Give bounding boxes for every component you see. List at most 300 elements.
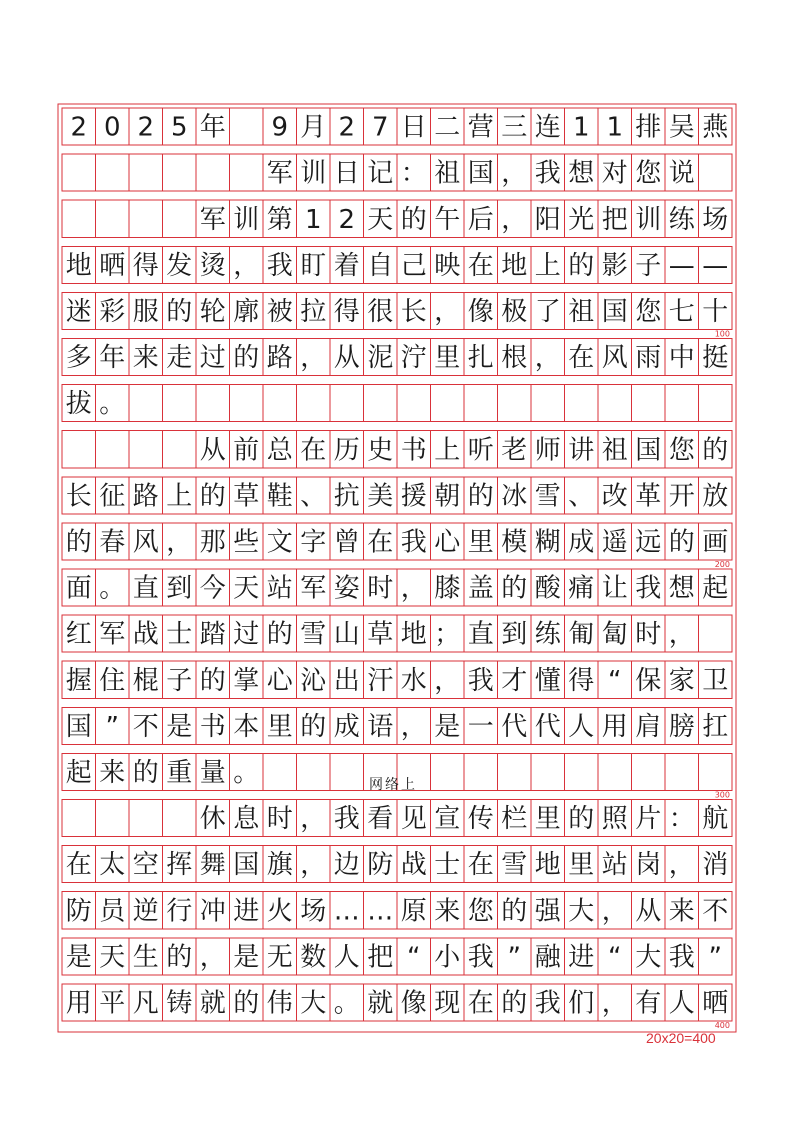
grid-character: 天 <box>367 204 394 235</box>
grid-character: 阳 <box>534 204 561 235</box>
grid-character: 训 <box>635 204 662 235</box>
grid-character: 卫 <box>702 665 729 696</box>
grid-character: 水 <box>400 665 427 696</box>
grid-character: 用 <box>601 711 628 742</box>
grid-character: 祖 <box>434 158 461 189</box>
character-count-mark: 100 <box>714 329 730 339</box>
grid-character: 文 <box>266 527 293 558</box>
grid-character: 像 <box>467 296 494 327</box>
grid-character: 挺 <box>702 343 729 374</box>
grid-character: 成 <box>333 711 360 742</box>
grid-character: 的 <box>467 481 494 512</box>
grid-character: ， <box>199 942 226 973</box>
grid-character: 祖 <box>568 296 595 327</box>
grid-character: 己 <box>400 250 427 281</box>
grid-character: 朝 <box>434 481 461 512</box>
grid-character: 廓 <box>233 296 260 327</box>
grid-character: 起 <box>65 757 92 788</box>
grid-character: 二 <box>434 112 461 143</box>
grid-character: 军 <box>99 619 126 650</box>
grid-character: 国 <box>601 296 628 327</box>
grid-character: 想 <box>568 158 595 189</box>
grid-character: 的 <box>668 527 695 558</box>
grid-character: 把 <box>367 942 394 973</box>
grid-character: 军 <box>300 573 327 604</box>
grid-character: 来 <box>99 757 126 788</box>
grid-character: 汗 <box>367 665 394 696</box>
grid-character: 时 <box>266 804 293 835</box>
grid-character: 7 <box>371 112 389 143</box>
grid-character: 直 <box>132 573 159 604</box>
grid-character: 。 <box>233 757 260 788</box>
grid-character: 岗 <box>635 850 662 881</box>
grid-character: 山 <box>333 619 360 650</box>
grid-character: 士 <box>434 850 461 881</box>
grid-character: 年 <box>99 343 126 374</box>
grid-character: 懂 <box>534 665 561 696</box>
grid-character: 月 <box>300 112 327 143</box>
grid-character: 栏 <box>501 804 528 835</box>
grid-character: ： <box>668 804 695 835</box>
grid-character: ” <box>507 942 521 973</box>
grid-character: 红 <box>65 619 92 650</box>
grid-character: 国 <box>65 711 92 742</box>
grid-character: 说 <box>668 158 695 189</box>
grid-character: 午 <box>434 204 461 235</box>
grid-character: 航 <box>702 804 729 835</box>
grid-character: 远 <box>635 527 662 558</box>
grid-character: 长 <box>65 481 92 512</box>
grid-character: 代 <box>534 711 561 742</box>
grid-character: 些 <box>233 527 260 558</box>
grid-character: 得 <box>333 296 360 327</box>
grid-character: 路 <box>266 343 293 374</box>
grid-character: 的 <box>166 942 193 973</box>
grid-character: 后 <box>467 204 494 235</box>
grid-character: 模 <box>501 527 528 558</box>
grid-character: 传 <box>467 804 494 835</box>
grid-character: 行 <box>166 896 193 927</box>
grid-character: 。 <box>99 389 126 420</box>
grid-character: 把 <box>601 204 628 235</box>
grid-character: 才 <box>501 665 528 696</box>
grid-character: 被 <box>266 296 293 327</box>
grid-character: 上 <box>534 250 561 281</box>
grid-character: 来 <box>132 343 159 374</box>
grid-character: 宣 <box>434 804 461 835</box>
grid-character: 匐 <box>601 619 628 650</box>
grid-character: ， <box>501 158 528 189</box>
grid-character: 鞋 <box>266 481 293 512</box>
grid-character: 片 <box>635 804 662 835</box>
grid-character: 战 <box>132 619 159 650</box>
grid-character: 泞 <box>400 343 427 374</box>
grid-character: 太 <box>99 850 126 881</box>
grid-character: 酸 <box>534 573 561 604</box>
grid-character: 是 <box>434 711 461 742</box>
grid-character: 想 <box>668 573 695 604</box>
grid-character: 革 <box>635 481 662 512</box>
grid-character: 字 <box>300 527 327 558</box>
grid-character: ， <box>434 665 461 696</box>
grid-character: ， <box>601 988 628 1019</box>
grid-character: 在 <box>367 527 394 558</box>
grid-character: 的 <box>233 988 260 1019</box>
grid-character: 防 <box>367 850 394 881</box>
grid-character: 代 <box>501 711 528 742</box>
grid-character: 路 <box>132 481 159 512</box>
grid-character: 过 <box>233 619 260 650</box>
grid-character: … <box>333 896 360 927</box>
grid-character: 无 <box>266 942 293 973</box>
grid-character: ； <box>434 619 461 650</box>
grid-character: 春 <box>99 527 126 558</box>
grid-character: 就 <box>199 988 226 1019</box>
grid-character: 训 <box>233 204 260 235</box>
grid-character: 语 <box>367 711 394 742</box>
grid-character: 在 <box>65 850 92 881</box>
grid-character: 地 <box>400 619 427 650</box>
grid-character: 人 <box>568 711 595 742</box>
grid-character: 看 <box>367 804 394 835</box>
grid-character: 2 <box>338 112 356 143</box>
grid-character: 是 <box>65 942 92 973</box>
grid-character: 2 <box>137 112 155 143</box>
grid-character: 子 <box>635 250 662 281</box>
grid-character: 地 <box>501 250 528 281</box>
grid-character: 休 <box>199 804 226 835</box>
grid-character: 根 <box>501 343 528 374</box>
grid-character: 不 <box>132 711 159 742</box>
grid-character: 中 <box>668 343 695 374</box>
grid-character: 征 <box>99 481 126 512</box>
grid-character: 国 <box>233 850 260 881</box>
grid-character: 边 <box>333 850 360 881</box>
grid-character: 5 <box>170 112 188 143</box>
grid-size-label: 20x20=400 <box>646 1030 716 1046</box>
grid-character: 映 <box>434 250 461 281</box>
grid-character: 对 <box>601 158 628 189</box>
grid-character: 扛 <box>702 711 729 742</box>
grid-character: ， <box>668 619 695 650</box>
grid-character: 天 <box>99 942 126 973</box>
grid-character: 我 <box>400 527 427 558</box>
grid-character: — <box>702 250 729 281</box>
grid-character: 画 <box>702 527 729 558</box>
grid-character: ” <box>708 942 722 973</box>
grid-character: 的 <box>300 711 327 742</box>
grid-character: 到 <box>501 619 528 650</box>
grid-character: 1 <box>606 112 624 143</box>
grid-character: 铸 <box>166 988 193 1019</box>
grid-character: ” <box>105 711 119 742</box>
grid-character: 挥 <box>166 850 193 881</box>
grid-character: 泥 <box>367 343 394 374</box>
grid-character: 的 <box>65 527 92 558</box>
grid-character: 排 <box>635 112 662 143</box>
grid-character: 开 <box>668 481 695 512</box>
grid-character: 年 <box>199 112 226 143</box>
grid-character: ， <box>400 711 427 742</box>
grid-character: 盖 <box>467 573 494 604</box>
grid-character: ， <box>601 896 628 927</box>
grid-character: 沁 <box>300 665 327 696</box>
grid-character: 风 <box>132 527 159 558</box>
grid-character: 上 <box>166 481 193 512</box>
grid-character: 心 <box>434 527 461 558</box>
grid-character: 里 <box>534 804 561 835</box>
grid-character: 风 <box>601 343 628 374</box>
grid-character: 彩 <box>99 296 126 327</box>
grid-character: 迷 <box>65 296 92 327</box>
grid-character: 息 <box>233 804 260 835</box>
grid-character: 很 <box>367 296 394 327</box>
grid-character: 大 <box>300 988 327 1019</box>
grid-character: 掌 <box>233 665 260 696</box>
grid-character: 时 <box>367 573 394 604</box>
grid-character: 得 <box>132 250 159 281</box>
grid-character: 数 <box>300 942 327 973</box>
grid-character: 的 <box>266 619 293 650</box>
grid-character: ， <box>534 343 561 374</box>
grid-character: 量 <box>199 757 226 788</box>
grid-character: 扎 <box>467 343 494 374</box>
grid-character: 旗 <box>266 850 293 881</box>
grid-character: 像 <box>400 988 427 1019</box>
grid-character: 本 <box>233 711 260 742</box>
grid-character: 的 <box>501 896 528 927</box>
grid-character: 过 <box>199 343 226 374</box>
grid-character: 天 <box>233 573 260 604</box>
grid-character: “ <box>407 942 421 973</box>
grid-character: 直 <box>467 619 494 650</box>
grid-character: 人 <box>668 988 695 1019</box>
grid-character: 光 <box>568 204 595 235</box>
grid-character: 遥 <box>601 527 628 558</box>
grid-character: 里 <box>266 711 293 742</box>
grid-character: 雪 <box>501 850 528 881</box>
grid-character: 1 <box>572 112 590 143</box>
grid-character: 前 <box>233 435 260 466</box>
grid-character: 来 <box>668 896 695 927</box>
grid-character: 曾 <box>333 527 360 558</box>
grid-character: 晒 <box>99 250 126 281</box>
grid-character: ， <box>668 850 695 881</box>
grid-character: 吴 <box>668 112 695 143</box>
grid-character: 第 <box>266 204 293 235</box>
grid-character: 国 <box>467 158 494 189</box>
grid-character: 走 <box>166 343 193 374</box>
grid-character: 我 <box>668 942 695 973</box>
grid-character: 您 <box>635 296 662 327</box>
grid-character: 、 <box>568 481 595 512</box>
grid-character: 总 <box>266 435 293 466</box>
grid-character: 在 <box>467 250 494 281</box>
grid-character: 站 <box>266 573 293 604</box>
grid-character: … <box>367 896 394 927</box>
grid-character: ， <box>300 343 327 374</box>
grid-character: 防 <box>65 896 92 927</box>
character-count-mark: 200 <box>714 560 730 569</box>
grid-character: 三 <box>501 112 528 143</box>
grid-character: 雪 <box>300 619 327 650</box>
grid-character: 的 <box>132 757 159 788</box>
grid-character: 糊 <box>534 527 561 558</box>
grid-character: 有 <box>635 988 662 1019</box>
grid-character: 人 <box>333 942 360 973</box>
grid-character: 在 <box>467 850 494 881</box>
grid-character: ， <box>434 296 461 327</box>
grid-character: 我 <box>635 573 662 604</box>
grid-character: 不 <box>702 896 729 927</box>
grid-character: 住 <box>99 665 126 696</box>
grid-character: 出 <box>333 665 360 696</box>
grid-character: 照 <box>601 804 628 835</box>
grid-character: 膝 <box>434 573 461 604</box>
grid-character: 从 <box>199 435 226 466</box>
grid-character: 在 <box>467 988 494 1019</box>
grid-character: 火 <box>266 896 293 927</box>
grid-character: 家 <box>668 665 695 696</box>
grid-character: 七 <box>668 296 695 327</box>
grid-character: 2 <box>338 204 356 235</box>
grid-character: 援 <box>400 481 427 512</box>
grid-character: 大 <box>568 896 595 927</box>
grid-character: 士 <box>166 619 193 650</box>
grid-character: 我 <box>534 158 561 189</box>
grid-character: 保 <box>635 665 662 696</box>
grid-character: 。 <box>99 573 126 604</box>
grid-character: 匍 <box>568 619 595 650</box>
grid-character: 讲 <box>568 435 595 466</box>
grid-character: 记 <box>367 158 394 189</box>
grid-character: 练 <box>668 204 695 235</box>
grid-character: 从 <box>635 896 662 927</box>
grid-character: 是 <box>166 711 193 742</box>
grid-character: 的 <box>233 343 260 374</box>
grid-character: 训 <box>300 158 327 189</box>
grid-character: 场 <box>300 896 327 927</box>
grid-character: 多 <box>65 343 92 374</box>
grid-character: 强 <box>534 896 561 927</box>
grid-character: 历 <box>333 435 360 466</box>
grid-character: 一 <box>467 711 494 742</box>
grid-character: 烫 <box>199 250 226 281</box>
grid-character: 听 <box>467 435 494 466</box>
grid-character: 长 <box>400 296 427 327</box>
grid-character: 日 <box>333 158 360 189</box>
grid-character: 融 <box>534 942 561 973</box>
grid-character: ， <box>166 527 193 558</box>
grid-character: 的 <box>166 296 193 327</box>
grid-character: 凡 <box>132 988 159 1019</box>
grid-character: 生 <box>132 942 159 973</box>
grid-character: 我 <box>534 988 561 1019</box>
grid-character: 里 <box>568 850 595 881</box>
grid-character: 重 <box>166 757 193 788</box>
grid-character: 面 <box>65 573 92 604</box>
grid-character: 、 <box>300 481 327 512</box>
grid-character: ， <box>233 250 260 281</box>
grid-character: 见 <box>400 804 427 835</box>
grid-character: 书 <box>199 711 226 742</box>
grid-character: “ <box>608 942 622 973</box>
grid-character: 的 <box>501 988 528 1019</box>
grid-character: 的 <box>400 204 427 235</box>
grid-character: 姿 <box>333 573 360 604</box>
grid-character: ， <box>300 850 327 881</box>
grid-character: 膀 <box>668 711 695 742</box>
grid-character: 逆 <box>132 896 159 927</box>
grid-character: 上 <box>434 435 461 466</box>
grid-character: 里 <box>467 527 494 558</box>
grid-character: 晒 <box>702 988 729 1019</box>
grid-character: 里 <box>434 343 461 374</box>
grid-character: 1 <box>304 204 322 235</box>
grid-character: ， <box>300 804 327 835</box>
grid-character: 来 <box>434 896 461 927</box>
grid-character: 今 <box>199 573 226 604</box>
grid-character: 舞 <box>199 850 226 881</box>
grid-character: 是 <box>233 942 260 973</box>
grid-character: 员 <box>99 896 126 927</box>
grid-character: 极 <box>501 296 528 327</box>
grid-character: 拔 <box>65 389 92 420</box>
grid-character: 心 <box>266 665 293 696</box>
grid-character: 的 <box>568 804 595 835</box>
grid-character: 我 <box>467 942 494 973</box>
grid-character: 消 <box>702 850 729 881</box>
grid-character: 肩 <box>635 711 662 742</box>
grid-character: 子 <box>166 665 193 696</box>
grid-character: 抗 <box>333 481 360 512</box>
grid-character: 就 <box>367 988 394 1019</box>
grid-character: 空 <box>132 850 159 881</box>
grid-character: 成 <box>568 527 595 558</box>
grid-character: 服 <box>132 296 159 327</box>
grid-character: 了 <box>534 296 561 327</box>
grid-character: 冲 <box>199 896 226 927</box>
grid-character: 我 <box>266 250 293 281</box>
grid-character: 的 <box>702 435 729 466</box>
grid-character: 在 <box>300 435 327 466</box>
grid-character: 连 <box>534 112 561 143</box>
grid-character: 祖 <box>601 435 628 466</box>
grid-character: 老 <box>501 435 528 466</box>
grid-character: 拉 <box>300 296 327 327</box>
grid-character: 0 <box>103 112 121 143</box>
grid-character: 起 <box>702 573 729 604</box>
grid-character: 进 <box>233 896 260 927</box>
grid-character: 改 <box>601 481 628 512</box>
grid-character: 师 <box>534 435 561 466</box>
grid-character: 军 <box>266 158 293 189</box>
grid-character: 的 <box>501 573 528 604</box>
grid-character: 平 <box>99 988 126 1019</box>
grid-character: 9 <box>271 112 289 143</box>
grid-character: 练 <box>534 619 561 650</box>
grid-character: 影 <box>601 250 628 281</box>
grid-character: ： <box>400 158 427 189</box>
grid-character: 草 <box>367 619 394 650</box>
grid-character: 进 <box>568 942 595 973</box>
character-count-mark: 300 <box>714 790 730 800</box>
grid-character: 自 <box>367 250 394 281</box>
grid-character: “ <box>608 665 622 696</box>
grid-character: 时 <box>635 619 662 650</box>
grid-character: 国 <box>635 435 662 466</box>
grid-character: 美 <box>367 481 394 512</box>
